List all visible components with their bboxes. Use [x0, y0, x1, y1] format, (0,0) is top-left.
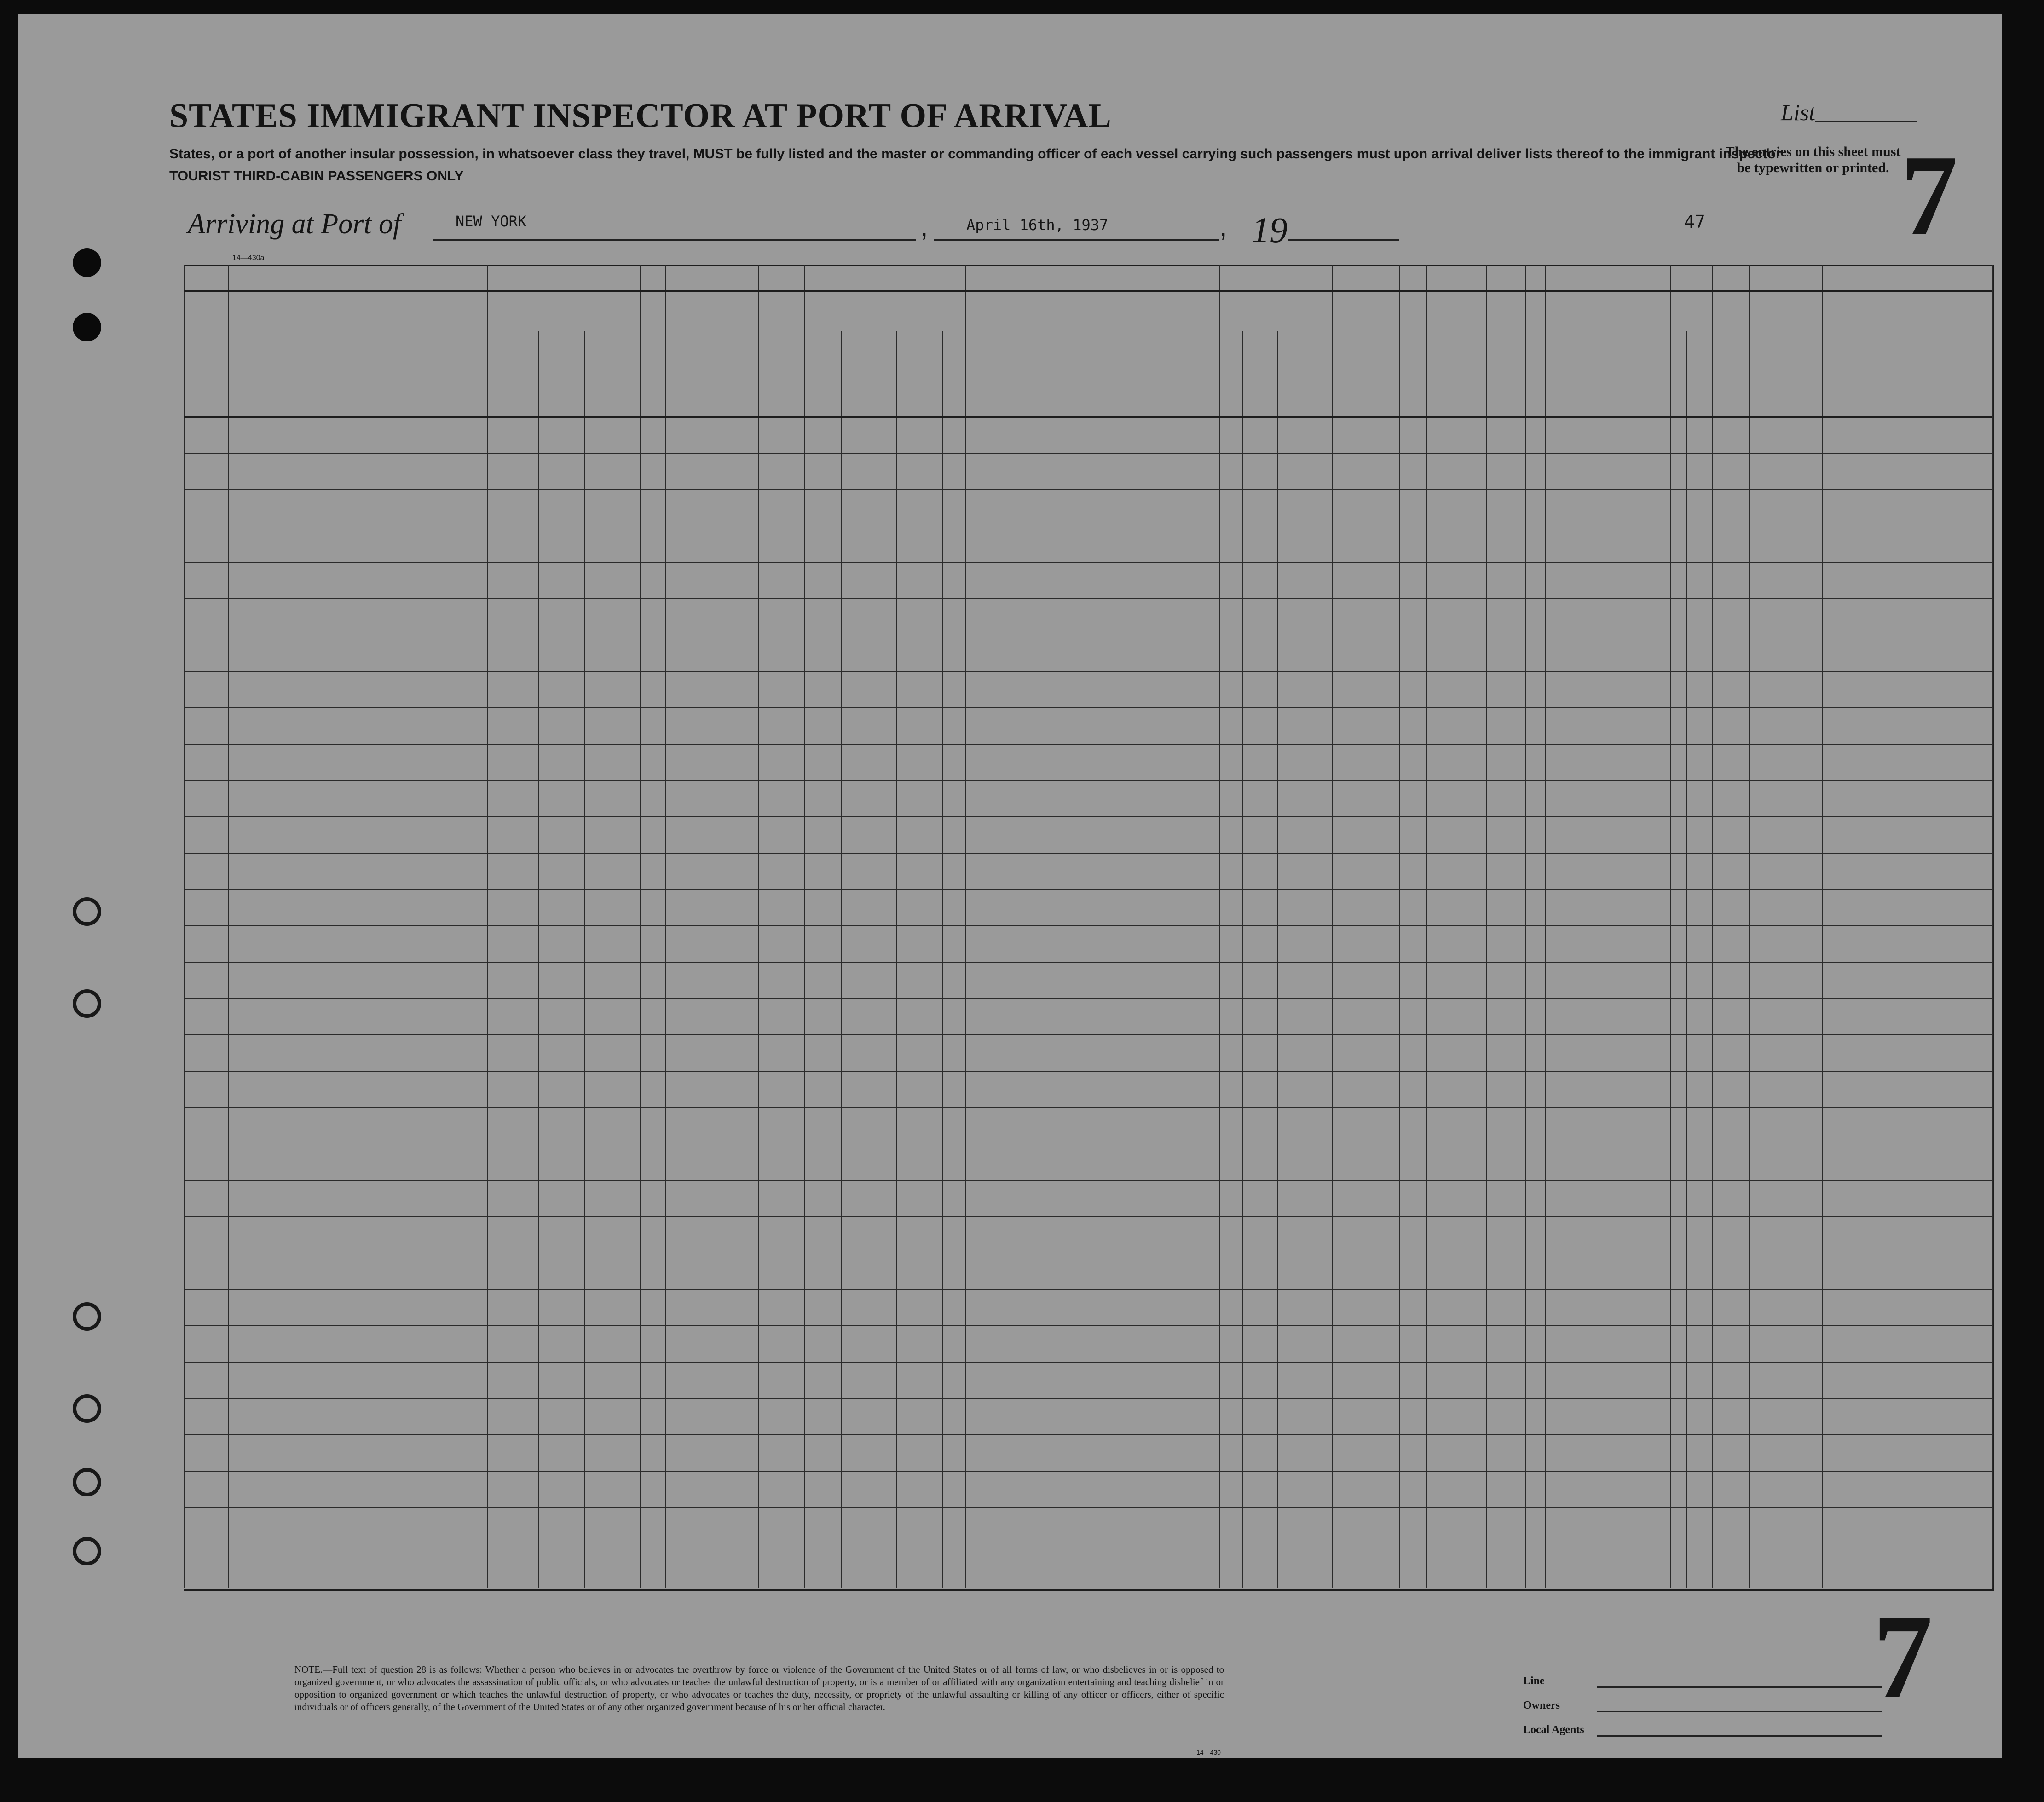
row-rule	[184, 598, 1992, 599]
owners-field	[1597, 1711, 1882, 1712]
column-heading	[1528, 298, 1542, 413]
column-divider	[1992, 265, 1993, 1588]
column-divider	[1686, 331, 1687, 1588]
sheet-number: 7	[1900, 132, 1958, 259]
row-rule	[184, 1434, 1992, 1435]
year-prefix: 19	[1252, 210, 1288, 250]
row-rule	[184, 1107, 1992, 1108]
column-heading	[761, 298, 802, 413]
table-frame	[184, 265, 1994, 1591]
binder-hole	[73, 1537, 101, 1565]
footer-sheet-number: 7	[1873, 1590, 1933, 1723]
row-rule	[184, 1034, 1992, 1035]
row-rule	[184, 853, 1992, 854]
row-rule	[184, 707, 1992, 708]
column-heading	[1376, 298, 1396, 413]
passenger-class: TOURIST THIRD-CABIN PASSENGERS ONLY	[169, 168, 464, 184]
date-underline	[934, 239, 1219, 241]
list-label: List	[1781, 99, 1816, 125]
binder-hole	[73, 897, 101, 926]
row-rule	[184, 744, 1992, 745]
binder-hole	[73, 989, 101, 1018]
row-rule	[184, 562, 1992, 563]
row-rule	[184, 1216, 1992, 1217]
column-heading	[1402, 298, 1424, 413]
column-heading	[1489, 298, 1523, 413]
row-rule	[184, 925, 1992, 926]
arrival-port: NEW YORK	[456, 213, 527, 230]
row-rule	[184, 780, 1992, 781]
column-divider	[896, 331, 897, 1588]
column-divider	[1242, 331, 1243, 1588]
column-heading	[642, 298, 662, 413]
form-notice: States, or a port of another insular possession, in whatsoever class they travel, MUST be fully listed and the master or commanding officer of each vessel carrying such passengers must upon arrival deliver lists thereof to the immigrant inspector	[169, 146, 1781, 162]
row-rule	[184, 1507, 1992, 1508]
line-label: Line	[1523, 1675, 1545, 1687]
column-heading	[1429, 298, 1484, 413]
owners-label: Owners	[1523, 1699, 1560, 1711]
row-rule	[184, 1398, 1992, 1399]
row-rule	[184, 1471, 1992, 1472]
row-rule	[184, 1289, 1992, 1290]
port-label: Arriving at Port of	[188, 208, 401, 240]
column-divider	[841, 331, 842, 1588]
row-rule	[184, 1180, 1992, 1181]
binder-hole	[73, 313, 101, 341]
form-code: 14—430a	[232, 254, 265, 262]
column-divider	[1277, 331, 1278, 1588]
row-rule	[184, 998, 1992, 999]
row-rule	[184, 816, 1992, 817]
row-rule	[184, 489, 1992, 490]
local-agents-label: Local Agents	[1523, 1724, 1584, 1736]
column-divider	[942, 331, 943, 1588]
row-rule	[184, 671, 1992, 672]
form-title: STATES IMMIGRANT INSPECTOR AT PORT OF ARRIVAL	[169, 97, 1112, 135]
row-rule	[184, 1071, 1992, 1072]
column-heading	[1335, 298, 1371, 413]
header-rule	[184, 290, 1992, 292]
binder-hole	[73, 1302, 101, 1331]
binder-hole	[73, 1468, 101, 1496]
binder-hole	[73, 248, 101, 277]
row-rule	[184, 962, 1992, 963]
list-number-line	[1815, 121, 1917, 122]
row-rule	[184, 453, 1992, 454]
row-rule	[184, 889, 1992, 890]
row-rule	[184, 1362, 1992, 1363]
local-agents-field	[1597, 1735, 1882, 1737]
footer-form-code: 14—430	[1196, 1749, 1221, 1756]
line-field	[1597, 1686, 1882, 1688]
column-heading	[1548, 298, 1562, 413]
arrival-date: April 16th, 1937	[966, 216, 1109, 234]
port-underline	[433, 239, 916, 241]
header-rule	[184, 416, 1992, 418]
column-divider	[584, 331, 585, 1588]
page-number: 47	[1684, 212, 1705, 232]
column-divider	[538, 331, 539, 1588]
row-rule	[184, 1325, 1992, 1326]
typewritten-instruction: The entries on this sheet must be typewritten or printed.	[1725, 144, 1901, 175]
year-underline	[1288, 239, 1399, 241]
binder-hole	[73, 1394, 101, 1423]
question-28-note: NOTE.—Full text of question 28 is as follows: Whether a person who believes in or advocates the overthrow by force or violence of the Government of the United States or of all forms of law, or who disbelieves in or is opposed to organized government, or who advocates the assassination of public officials, or who advocates or teaches the unlawful destruction of property, or is a member of or affiliated with any organization entertaining and teaching disbelief in or opposition to organized government or which teaches the unlawful destruction of property, or who advocates or teaches the duty, necessity, or propriety of the unlawful assaulting or killing of any officer or officers, either of specific individuals or of officers generally, of the Government of the United States or of any other organized government because of his or her official character.	[294, 1664, 1224, 1712]
